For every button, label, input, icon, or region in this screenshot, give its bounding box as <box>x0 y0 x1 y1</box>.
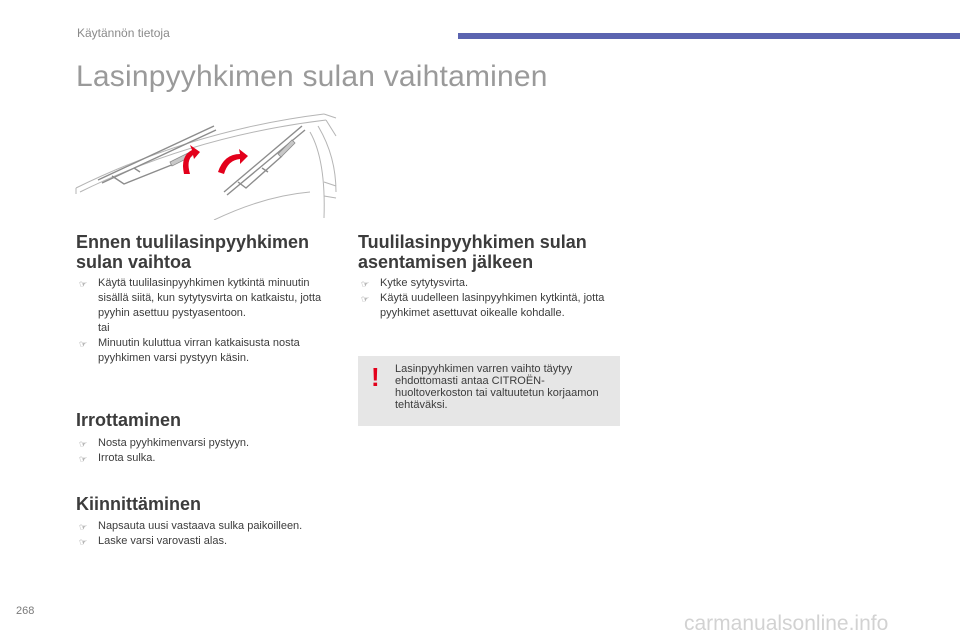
watermark: carmanualsonline.info <box>684 612 889 635</box>
pointing-hand-icon: ☞ <box>79 522 88 532</box>
step-text: Käytä tuulilasinpyyhkimen kytkintä minuutin sisällä siitä, kun sytytysvirta on katkaistu, jotta pyyhin asettuu pystyasentoon. <box>98 277 322 319</box>
section-label: Käytännön tietoja <box>77 26 170 40</box>
page-title: Lasinpyyhkimen sulan vaihtaminen <box>76 60 548 93</box>
pointing-hand-icon: ☞ <box>79 439 88 449</box>
pointing-hand-icon: ☞ <box>361 279 370 289</box>
step-text: Irrota sulka. <box>98 452 156 464</box>
warning-box <box>358 356 620 426</box>
after-heading-line-2: asentamisen jälkeen <box>358 252 534 272</box>
warning-text: Lasinpyyhkimen varren vaihto täytyy ehdottomasti antaa CITROËN-huoltoverkoston tai valtuutetun korjaamon tehtäväksi. <box>395 363 599 411</box>
before-heading-line-2: sulan vaihtoa <box>76 252 192 272</box>
after-heading <box>358 232 587 272</box>
step-text: Napsauta uusi vastaava sulka paikoilleen. <box>98 520 303 532</box>
accent-rule <box>458 33 960 39</box>
list-item <box>76 519 334 534</box>
step-text: Nosta pyyhkimenvarsi pystyyn. <box>98 437 249 449</box>
list-item <box>76 451 334 466</box>
pointing-hand-icon: ☞ <box>79 454 88 464</box>
pointing-hand-icon: ☞ <box>361 294 370 304</box>
fitting-steps <box>76 519 334 549</box>
windscreen-wiper-illustration <box>74 112 338 220</box>
removal-steps <box>76 436 334 466</box>
step-text: Kytke sytytysvirta. <box>380 277 469 289</box>
pointing-hand-icon: ☞ <box>79 339 88 349</box>
pointing-hand-icon: ☞ <box>79 537 88 547</box>
list-item <box>358 276 620 291</box>
pointing-hand-icon: ☞ <box>79 279 88 289</box>
list-item <box>76 321 334 336</box>
list-item <box>76 436 334 451</box>
exclamation-icon: ! <box>371 362 380 392</box>
after-steps <box>358 276 620 321</box>
step-text: Minuutin kuluttua virran katkaisusta nosta pyyhkimen varsi pystyyn käsin. <box>98 337 300 364</box>
removal-heading: Irrottaminen <box>76 410 182 430</box>
step-text: Laske varsi varovasti alas. <box>98 535 227 547</box>
before-heading-line-1: Ennen tuulilasinpyyhkimen <box>76 232 310 252</box>
after-heading-line-1: Tuulilasinpyyhkimen sulan <box>358 232 587 252</box>
list-item <box>358 291 620 321</box>
page-number: 268 <box>16 605 35 617</box>
or-text: tai <box>98 322 110 334</box>
list-item <box>76 534 334 549</box>
step-text: Käytä uudelleen lasinpyyhkimen kytkintä, jotta pyyhkimet asettuvat oikealle kohdalle. <box>380 292 605 319</box>
before-heading <box>76 232 309 272</box>
fitting-heading: Kiinnittäminen <box>76 494 201 514</box>
list-item <box>76 336 334 366</box>
before-steps <box>76 276 334 366</box>
list-item <box>76 276 334 321</box>
